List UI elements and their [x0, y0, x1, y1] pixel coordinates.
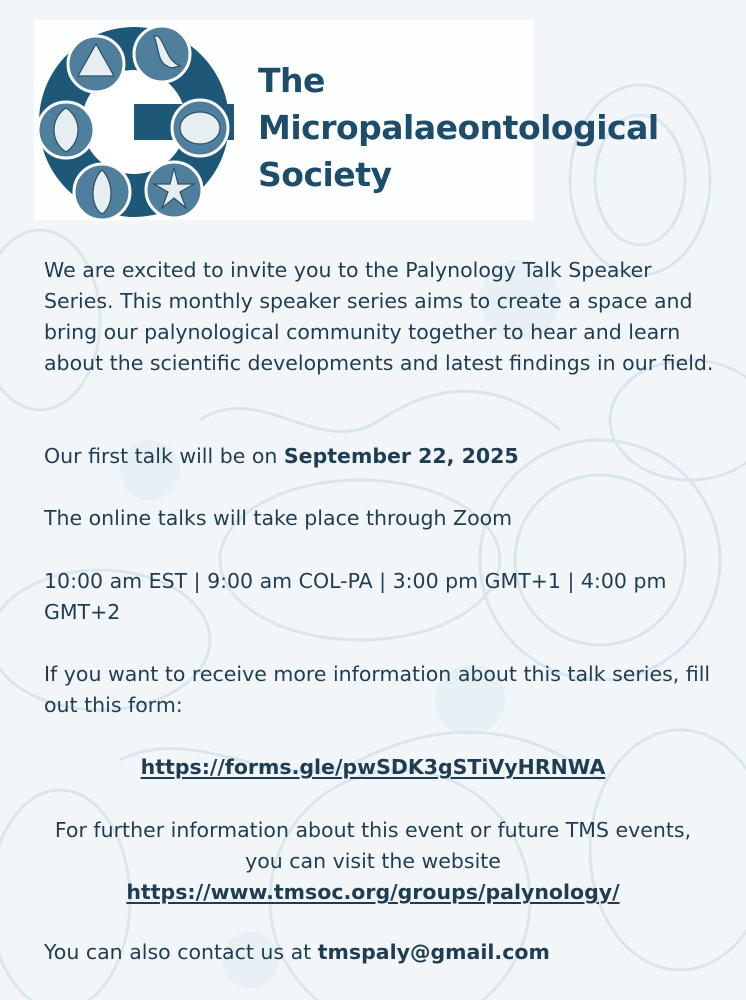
form-link-paragraph: [40, 752, 706, 783]
intro-paragraph: We are excited to invite you to the Palynology Talk Speaker Series. This monthly speaker series aims to create a space and bring our palynological community together to hear and learn about the scientific developments and latest findings in our field.: [44, 258, 714, 375]
form-prompt-paragraph: If you want to receive more information about this talk series, fill out this form:: [44, 662, 711, 717]
contact-email[interactable]: tmspaly@gmail.com: [317, 940, 550, 964]
website-paragraph: [40, 815, 706, 908]
contact-prefix: You can also contact us at: [44, 940, 318, 964]
micropalaeontology-g-logo-icon: [34, 22, 234, 222]
society-name-line-3: Society: [258, 155, 392, 194]
first-talk-date: September 22, 2025: [283, 444, 519, 468]
society-name: [258, 57, 659, 198]
society-name-line-1: The: [258, 61, 325, 100]
form-link[interactable]: https://forms.gle/pwSDK3gSTiVyHRNWA: [140, 755, 606, 779]
first-talk-prefix: Our first talk will be on: [44, 444, 284, 468]
times-paragraph: 10:00 am EST | 9:00 am COL-PA | 3:00 pm GMT+1 | 4:00 pm GMT+2: [44, 569, 667, 624]
website-link[interactable]: https://www.tmsoc.org/groups/palynology/: [126, 880, 620, 904]
venue-paragraph: The online talks will take place through Zoom: [44, 506, 513, 530]
contact-paragraph: [44, 937, 714, 968]
website-prompt: For further information about this event or future TMS events, you can visit the website: [54, 818, 692, 873]
society-name-line-2: Micropalaeontological: [258, 108, 659, 147]
first-talk-paragraph: [44, 441, 714, 472]
